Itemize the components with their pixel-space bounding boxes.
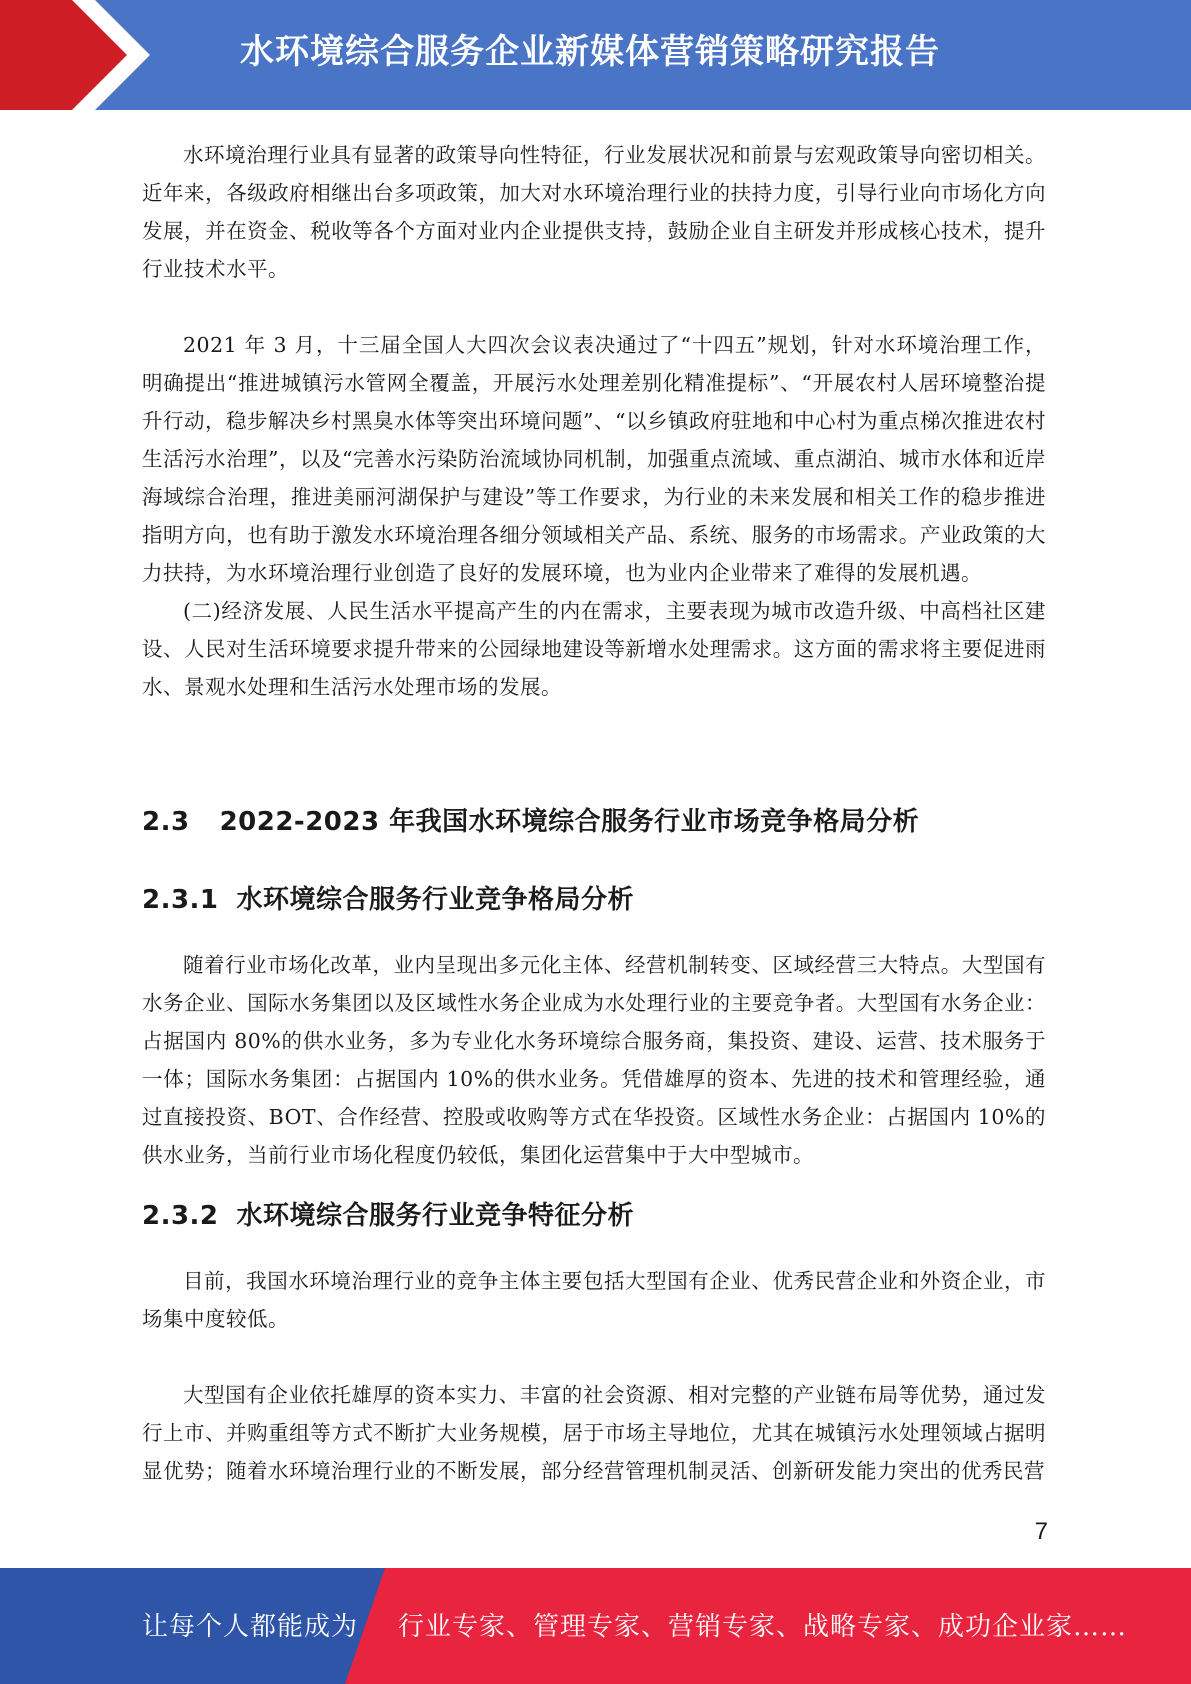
section-heading-2-3 (142, 802, 1046, 842)
paragraph-internal-demand: (二)经济发展、人民生活水平提高产生的内在需求，主要表现为城市改造升级、中高档社区建设、人民对生活环境要求提升带来的公园绿地建设等新增水处理需求。这方面的需求将主要促进雨水、景观水处理和生活污水处理市场的发展。 (142, 599, 1046, 699)
section-number: 2.3.1 (142, 885, 219, 915)
page-footer (0, 1568, 1191, 1684)
page-header (0, 0, 1191, 110)
paragraph-14th-five-year-plan: 2021 年 3 月，十三届全国人大四次会议表决通过了“十四五”规划，针对水环境治理工作，明确提出“推进城镇污水管网全覆盖，开展污水处理差别化精准提标”、“开展农村人居环境整治提升行动，稳步解决乡村黑臭水体等突出环境问题”、“以乡镇政府驻地和中心村为重点梯次推进农村生活污水治理”，以及“完善水污染防治流域协同机制，加强重点流域、重点湖泊、城市水体和近岸海域综合治理，推进美丽河湖保护与建设”等工作要求，为行业的未来发展和相关工作的稳步推进指明方向，也有助于激发水环境治理各细分领域相关产品、系统、服务的市场需求。产业政策的大力扶持，为水环境治理行业创造了良好的发展环境，也为业内企业带来了难得的发展机遇。 (142, 333, 1046, 585)
page-number: 7 (1034, 1518, 1048, 1545)
paragraph-competition-landscape: 随着行业市场化改革，业内呈现出多元化主体、经营机制转变、区域经营三大特点。大型国有水务企业、国际水务集团以及区域性水务企业成为水处理行业的主要竞争者。大型国有水务企业：占据国内 80%的供水业务，多为专业化水务环境综合服务商，集投资、建设、运营、技术服务于一体；国际水务集团：占据国内 10%的供水业务。凭借雄厚的资本、先进的技术和管理经验，通过直接投资、BOT、合作经营、控股或收购等方式在华投资。区域性水务企业：占据国内 10%的供水业务，当前行业市场化程度仍较低，集团化运营集中于大中型城市。 (142, 953, 1046, 1167)
section-number: 2.3.2 (142, 1201, 219, 1231)
paragraph-competition-subjects: 目前，我国水环境治理行业的竞争主体主要包括大型国有企业、优秀民营企业和外资企业，市场集中度较低。 (142, 1269, 1046, 1331)
report-title: 水环境综合服务企业新媒体营销策略研究报告 (240, 32, 940, 72)
footer-slogan-left: 让每个人都能成为 (142, 1612, 359, 1642)
section-title: 水环境综合服务行业竞争格局分析 (236, 885, 635, 915)
paragraph-state-owned-enterprises: 大型国有企业依托雄厚的资本实力、丰富的社会资源、相对完整的产业链布局等优势，通过发行上市、并购重组等方式不断扩大业务规模，居于市场主导地位，尤其在城镇污水处理领域占据明显优势；随着水环境治理行业的不断发展，部分经营管理机制灵活、创新研发能力突出的优秀民营 (142, 1383, 1046, 1483)
page-content (142, 136, 1046, 1490)
section-title: 水环境综合服务行业竞争特征分析 (236, 1201, 635, 1231)
section-number: 2.3 (142, 807, 190, 837)
section-heading-2-3-2 (142, 1196, 1046, 1236)
paragraph-policy-orientation: 水环境治理行业具有显著的政策导向性特征，行业发展状况和前景与宏观政策导向密切相关。近年来，各级政府相继出台多项政策，加大对水环境治理行业的扶持力度，引导行业向市场化方向发展，并在资金、税收等各个方面对业内企业提供支持，鼓励企业自主研发并形成核心技术，提升行业技术水平。 (142, 143, 1046, 281)
section-title: 2022-2023 年我国水环境综合服务行业市场竞争格局分析 (219, 807, 920, 837)
section-heading-2-3-1 (142, 880, 1046, 920)
footer-slogan-right: 行业专家、管理专家、营销专家、战略专家、成功企业家…… (398, 1612, 1128, 1642)
